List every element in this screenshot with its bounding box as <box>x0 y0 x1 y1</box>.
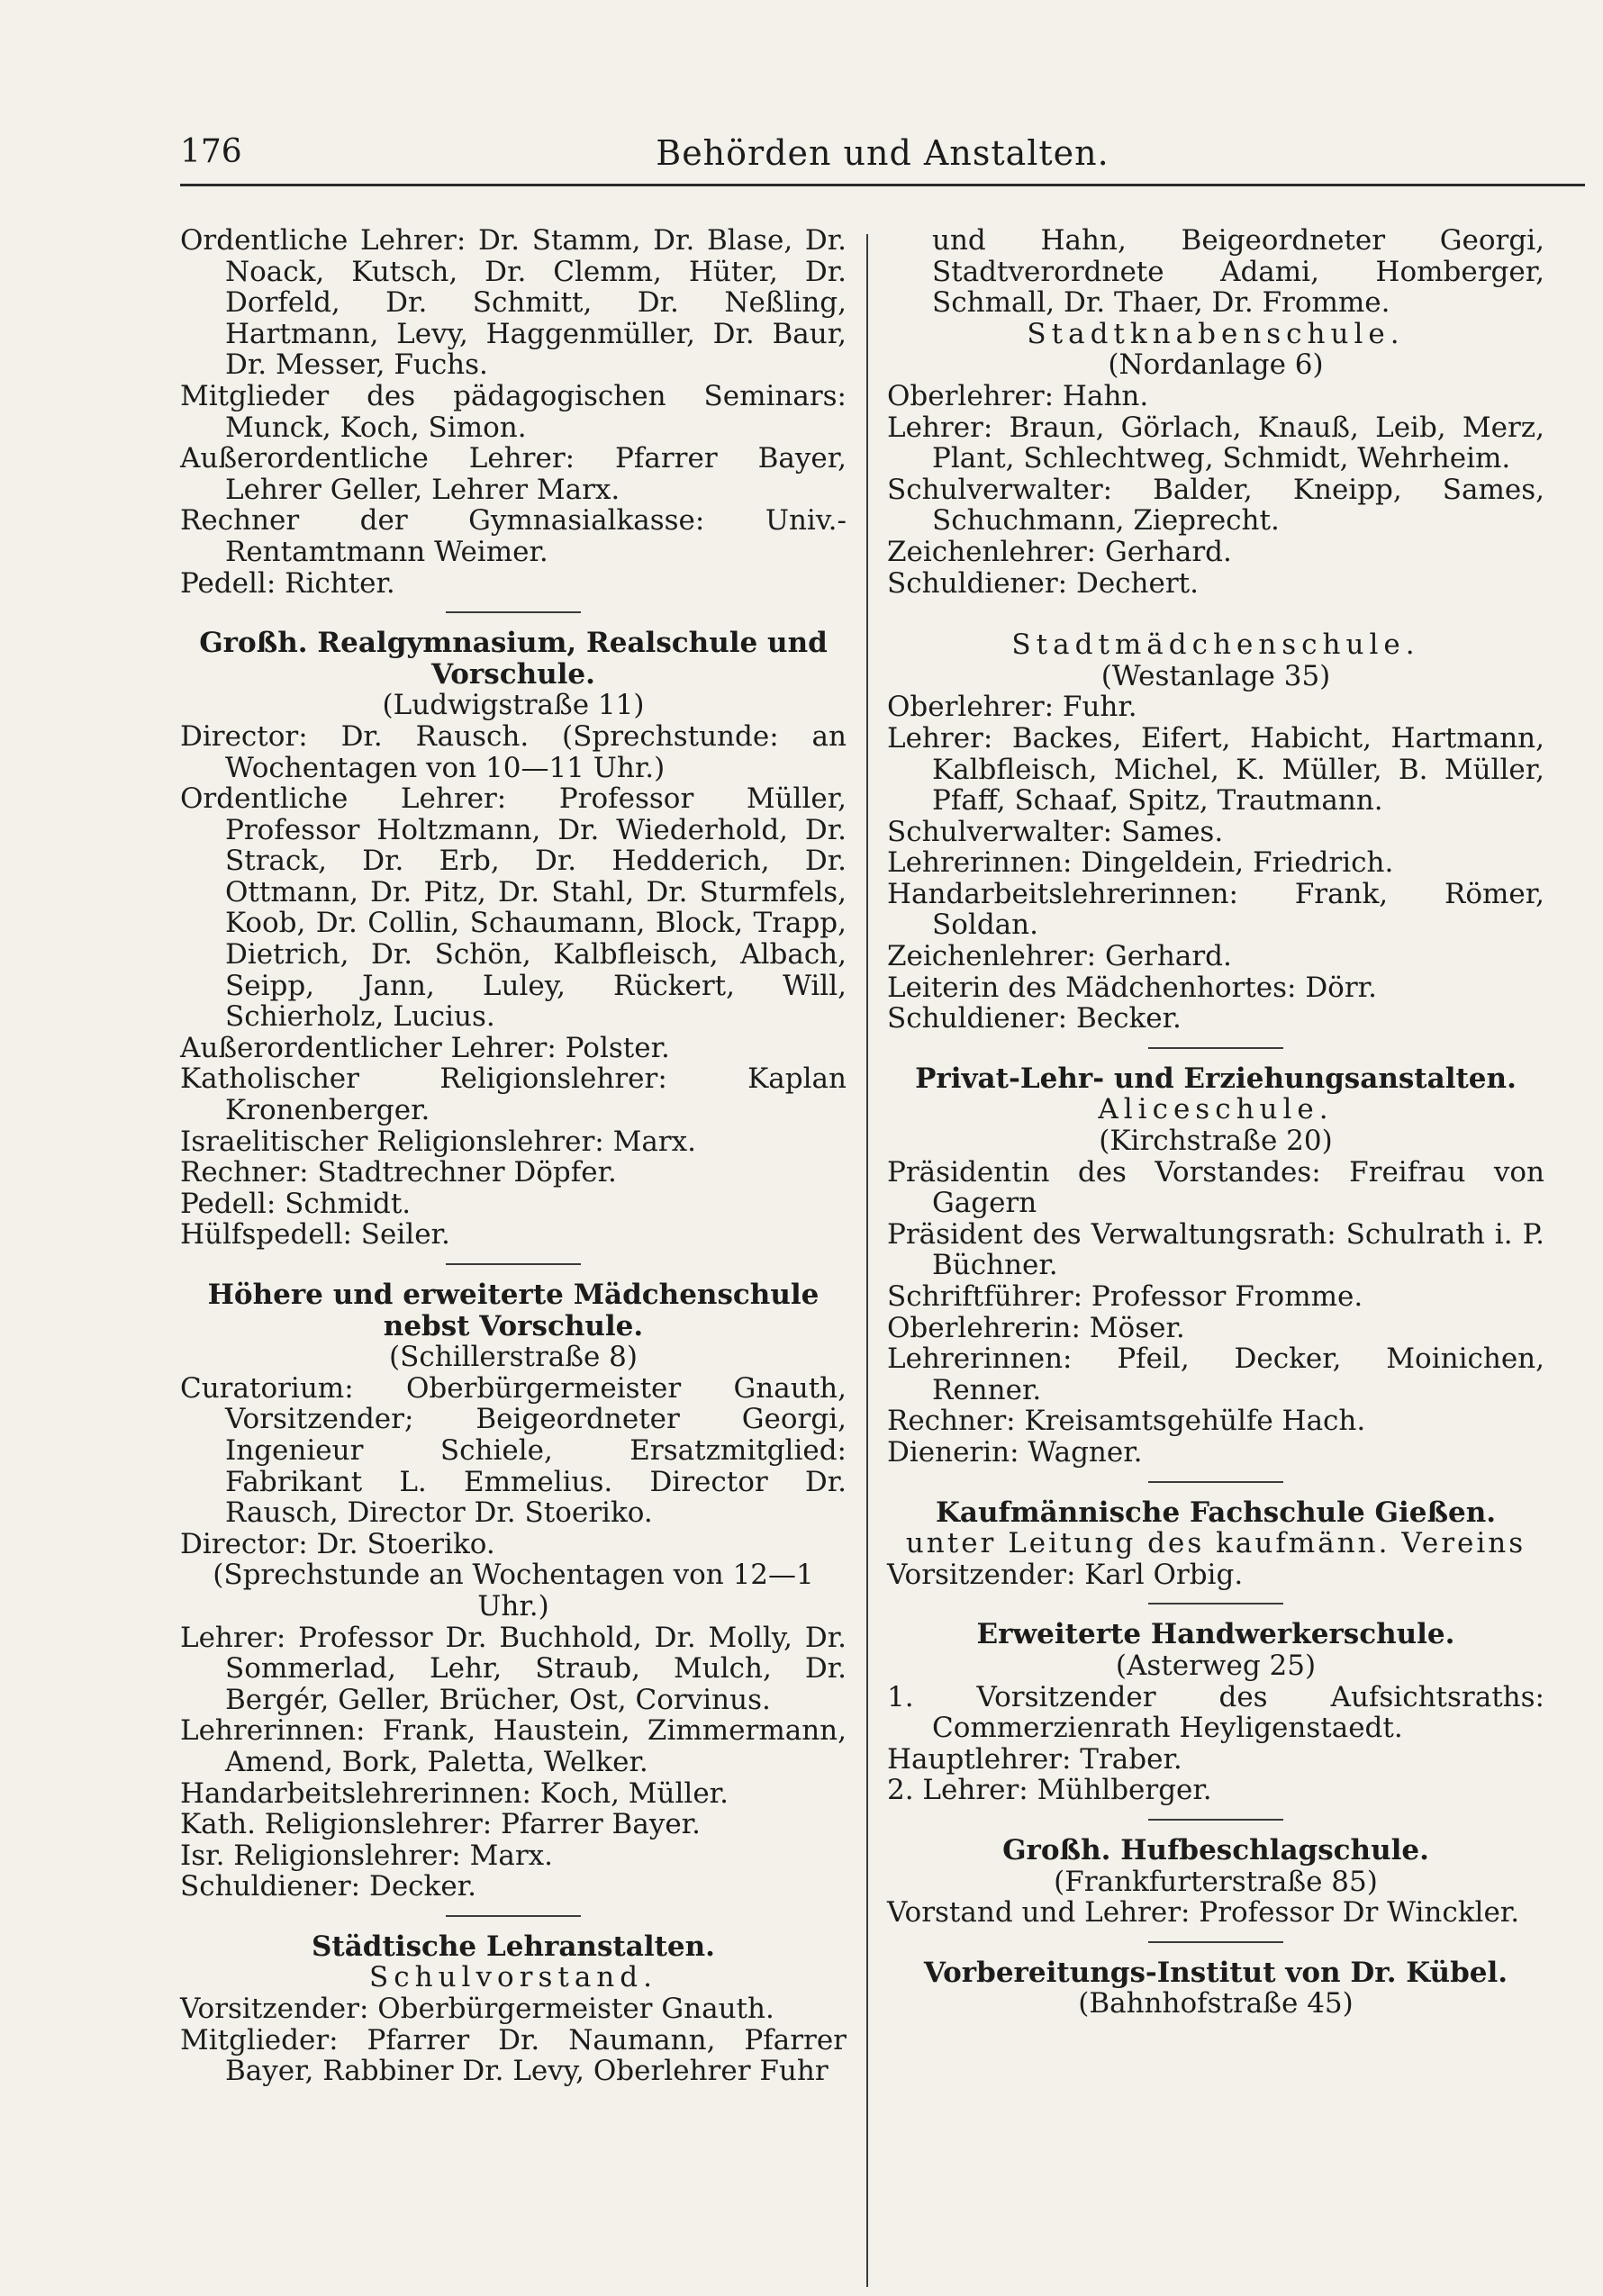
section-title: Höhere und erweiterte Mädchenschule nebst Vorschule. <box>207 1279 820 1342</box>
column-divider <box>866 234 868 2287</box>
section-title: Erweiterte Handwerkerschule. <box>976 1618 1455 1651</box>
section-address: (Schillerstraße 8) <box>389 1341 638 1374</box>
entry: Schuldiener: Becker. <box>887 1002 1182 1035</box>
entry: Lehrerinnen: Frank, Haustein, Zimmermann, Amend, Bork, Paletta, Welker. <box>180 1714 847 1778</box>
entry: und Hahn, Beigeordneter Georgi, Stadtverordnete Adami, Homberger, Schmall, Dr. Thaer, Dr. Fromme. <box>932 224 1544 320</box>
entry: Zeichenlehrer: Gerhard. <box>887 535 1232 568</box>
entry: Rechner der Gymnasialkasse: Univ.-Rentamtmann Weimer. <box>180 504 847 568</box>
section-rule <box>1148 1481 1283 1483</box>
entry: Oberlehrerin: Möser. <box>887 1311 1185 1344</box>
entry-note: (Sprechstunde an Wochentagen von 12—1 Uhr.) <box>213 1559 814 1623</box>
entry: Director: Dr. Stoeriko. <box>180 1527 495 1560</box>
entry: Kath. Religionslehrer: Pfarrer Bayer. <box>180 1808 701 1841</box>
entry: Leiterin des Mädchenhortes: Dörr. <box>887 971 1377 1004</box>
entry: Oberlehrer: Fuhr. <box>887 691 1137 724</box>
entry: Vorsitzender: Karl Orbig. <box>887 1558 1244 1591</box>
section-title: Privat-Lehr- und Erziehungsanstalten. <box>915 1062 1517 1095</box>
section-rule <box>1148 1941 1283 1943</box>
section-rule <box>446 1263 581 1265</box>
entry: Hauptlehrer: Traber. <box>887 1742 1182 1776</box>
section-rule <box>446 611 581 613</box>
entry: Ordentliche Lehrer: Professor Müller, Professor Holtzmann, Dr. Wiederhold, Dr. Strack, Dr. Erb, Dr. Hedderich, Dr. Ottmann, Dr. Pitz, Dr. Stahl, Dr. Sturmfels, Koob, Dr. Collin, Schaumann, Block, Trapp, Dietrich, Dr. Schön, Kalbfleisch, Albach, Seipp, Jann, Luley, Rückert, Will, Schierholz, Lucius. <box>180 782 847 1034</box>
running-title: Behörden und Anstalten. <box>656 133 1109 173</box>
section-title: Kaufmännische Fachschule Gießen. <box>935 1496 1497 1529</box>
entry: Katholischer Religionslehrer: Kaplan Kronenberger. <box>180 1062 847 1127</box>
section-address: (Nordanlage 6) <box>1108 348 1324 382</box>
section-address: (Asterweg 25) <box>1115 1649 1317 1682</box>
section-address: (Kirchstraße 20) <box>1099 1125 1333 1158</box>
entry: Schulverwalter: Balder, Kneipp, Sames, Schuchmann, Zieprecht. <box>887 473 1544 538</box>
section-subtitle: unter Leitung des kaufmänn. Vereins <box>905 1527 1526 1560</box>
entry: Lehrer: Professor Dr. Buchhold, Dr. Molly, Dr. Sommerlad, Lehr, Straub, Mulch, Dr. Bergér, Geller, Brücher, Ost, Corvinus. <box>180 1621 847 1716</box>
entry: Dienerin: Wagner. <box>887 1435 1143 1469</box>
entry: Schuldiener: Decker. <box>180 1870 476 1903</box>
right-column <box>887 225 1544 2020</box>
entry: Außerordentlicher Lehrer: Polster. <box>180 1031 670 1064</box>
section-title: Stadtknabenschule. <box>1027 317 1405 350</box>
entry: Isr. Religionslehrer: Marx. <box>180 1839 553 1872</box>
section-address: (Ludwigstraße 11) <box>382 689 645 722</box>
section-title: Städtische Lehranstalten. <box>312 1930 715 1963</box>
entry: Vorstand und Lehrer: Professor Dr Winckler. <box>887 1896 1520 1930</box>
entry: Rechner: Kreisamtsgehülfe Hach. <box>887 1405 1366 1438</box>
entry: Pedell: Schmidt. <box>180 1187 412 1220</box>
header-rule <box>180 184 1585 186</box>
spacer <box>887 599 1544 629</box>
entry: Lehrer: Backes, Eifert, Habicht, Hartmann, Kalbfleisch, Michel, K. Müller, B. Müller, Pfaff, Schaaf, Spitz, Trautmann. <box>887 721 1544 818</box>
entry: Schriftführer: Professor Fromme. <box>887 1280 1363 1313</box>
section-title: Großh. Realgymnasium, Realschule und Vorschule. <box>199 627 828 691</box>
entry: Hülfspedell: Seiler. <box>180 1218 450 1252</box>
entry: Zeichenlehrer: Gerhard. <box>887 940 1232 973</box>
entry: Curatorium: Oberbürgermeister Gnauth, Vorsitzender; Beigeordneter Georgi, Ingenieur Schiele, Ersatzmitglied: Fabrikant L. Emmelius. Director Dr. Rausch, Director Dr. Stoeriko. <box>180 1371 847 1530</box>
section-address: (Bahnhofstraße 45) <box>1078 1987 1354 2020</box>
section-address: (Westanlage 35) <box>1100 659 1331 692</box>
section-rule <box>1148 1603 1283 1604</box>
section-subtitle: Aliceschule. <box>1098 1093 1334 1126</box>
entry: Schuldiener: Dechert. <box>887 566 1199 600</box>
section-rule <box>1148 1819 1283 1821</box>
entry: 2. Lehrer: Mühlberger. <box>887 1774 1212 1807</box>
entry: Vorsitzender: Oberbürgermeister Gnauth. <box>180 1993 774 2026</box>
entry: Schulverwalter: Sames. <box>887 815 1224 848</box>
entry: Director: Dr. Rausch. (Sprechstunde: an Wochentagen von 10—11 Uhr.) <box>180 719 847 784</box>
entry: Ordentliche Lehrer: Dr. Stamm, Dr. Blase, Dr. Noack, Kutsch, Dr. Clemm, Hüter, Dr. Dorfeld, Dr. Schmitt, Dr. Neßling, Hartmann, Levy, Haggenmüller, Dr. Baur, Dr. Messer, Fuchs. <box>180 224 847 382</box>
section-rule <box>1148 1047 1283 1049</box>
section-title: Stadtmädchenschule. <box>1011 628 1420 662</box>
entry: Lehrer: Braun, Görlach, Knauß, Leib, Merz, Plant, Schlechtweg, Schmidt, Wehrheim. <box>887 411 1544 475</box>
entry: Präsident des Verwaltungsrath: Schulrath i. P. Büchner. <box>887 1217 1544 1282</box>
section-subtitle: Schulvorstand. <box>369 1961 657 1994</box>
section-title: Vorbereitungs-Institut von Dr. Kübel. <box>923 1956 1508 1989</box>
entry: Mitglieder: Pfarrer Dr. Naumann, Pfarrer Bayer, Rabbiner Dr. Levy, Oberlehrer Fuhr <box>180 2023 847 2088</box>
entry: Präsidentin des Vorstandes: Freifrau von Gagern <box>887 1155 1544 1220</box>
page-number: 176 <box>180 133 242 170</box>
entry: Lehrerinnen: Dingeldein, Friedrich. <box>887 846 1394 880</box>
entry: Handarbeitslehrerinnen: Frank, Römer, Soldan. <box>887 877 1544 942</box>
section-address: (Frankfurterstraße 85) <box>1054 1865 1378 1898</box>
entry: Lehrerinnen: Pfeil, Decker, Moinichen, Renner. <box>887 1342 1544 1406</box>
entry: Handarbeitslehrerinnen: Koch, Müller. <box>180 1776 729 1810</box>
entry: Pedell: Richter. <box>180 566 395 600</box>
entry: Israelitischer Religionslehrer: Marx. <box>180 1125 696 1158</box>
entry: Außerordentliche Lehrer: Pfarrer Bayer, Lehrer Geller, Lehrer Marx. <box>180 442 847 506</box>
left-column <box>180 225 847 2087</box>
section-rule <box>446 1915 581 1917</box>
entry: Rechner: Stadtrechner Döpfer. <box>180 1156 617 1189</box>
page-header <box>180 126 1585 180</box>
entry: 1. Vorsitzender des Aufsichtsraths: Commerzienrath Heyligenstaedt. <box>887 1680 1544 1745</box>
section-title: Großh. Hufbeschlagschule. <box>1002 1833 1429 1867</box>
entry: Mitglieder des pädagogischen Seminars: Munck, Koch, Simon. <box>180 379 847 444</box>
entry: Oberlehrer: Hahn. <box>887 379 1149 412</box>
